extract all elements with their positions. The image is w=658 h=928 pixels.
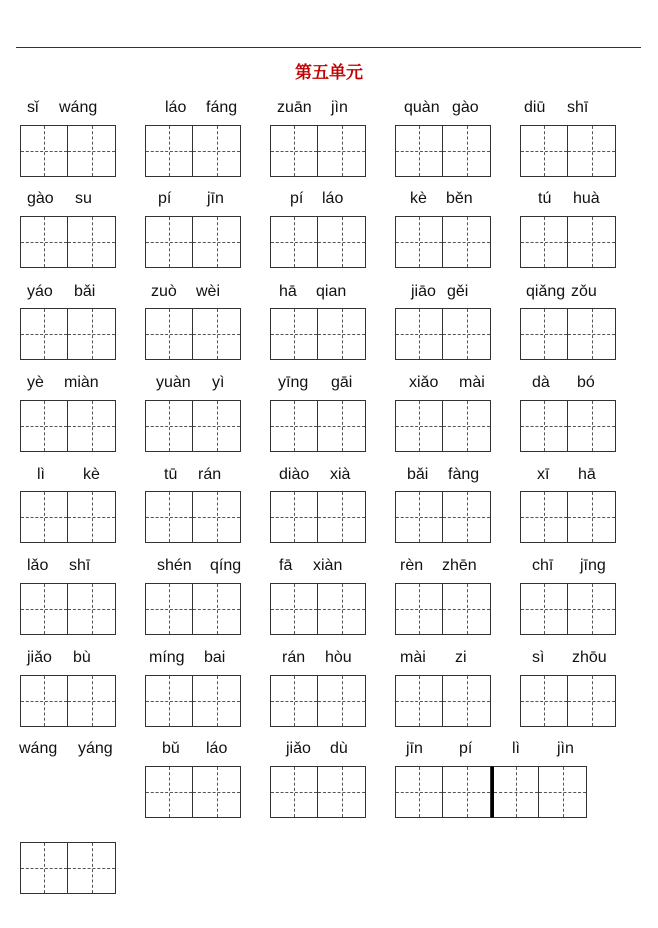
pinyin-syllable: lì (37, 466, 45, 483)
writing-box-group[interactable] (395, 400, 491, 452)
pinyin-syllable: xià (330, 466, 351, 483)
writing-cell[interactable] (193, 766, 241, 818)
pinyin-syllable: shén (157, 557, 192, 574)
writing-cell[interactable] (20, 400, 68, 452)
writing-cell[interactable] (568, 400, 616, 452)
top-divider (16, 47, 641, 48)
pinyin-syllable: mài (459, 374, 485, 391)
writing-box-group[interactable] (145, 675, 241, 727)
pinyin-syllable: pí (459, 740, 473, 757)
pinyin-syllable: xiǎo (409, 374, 439, 391)
writing-cell[interactable] (68, 675, 116, 727)
pinyin-syllable: miàn (64, 374, 99, 391)
pinyin-syllable: qiǎng (526, 283, 566, 300)
writing-box-group[interactable] (270, 583, 366, 635)
pinyin-syllable: wáng (19, 740, 58, 757)
pinyin-syllable: bó (577, 374, 595, 391)
pinyin-syllable: jiāo (411, 283, 436, 300)
writing-box-group[interactable] (145, 216, 241, 268)
writing-cell[interactable] (270, 583, 318, 635)
writing-cell[interactable] (145, 125, 193, 177)
pinyin-syllable: tū (164, 466, 178, 483)
writing-cell[interactable] (145, 766, 193, 818)
writing-cell[interactable] (270, 125, 318, 177)
writing-box-group[interactable] (145, 400, 241, 452)
pinyin-syllable: fàng (448, 466, 480, 483)
writing-box-group[interactable] (520, 491, 616, 543)
writing-cell[interactable] (145, 400, 193, 452)
pinyin-syllable: kè (410, 190, 427, 207)
writing-cell[interactable] (68, 400, 116, 452)
writing-box-group[interactable] (395, 766, 587, 818)
writing-cell[interactable] (145, 308, 193, 360)
writing-cell[interactable] (270, 308, 318, 360)
writing-box-group[interactable] (20, 125, 116, 177)
writing-cell[interactable] (270, 766, 318, 818)
pinyin-syllable: míng (149, 649, 185, 666)
writing-box-group[interactable] (520, 125, 616, 177)
writing-cell[interactable] (193, 216, 241, 268)
writing-cell[interactable] (520, 491, 568, 543)
pinyin-syllable: diū (524, 99, 546, 116)
writing-cell[interactable] (193, 491, 241, 543)
writing-cell[interactable] (568, 125, 616, 177)
pinyin-syllable: gào (27, 190, 54, 207)
writing-cell[interactable] (193, 583, 241, 635)
writing-cell[interactable] (68, 583, 116, 635)
writing-cell[interactable] (395, 675, 443, 727)
writing-cell[interactable] (568, 675, 616, 727)
writing-box-group[interactable] (520, 675, 616, 727)
pinyin-syllable: xiàn (313, 557, 343, 574)
writing-cell[interactable] (318, 583, 366, 635)
writing-box-group[interactable] (145, 766, 241, 818)
pinyin-syllable: su (75, 190, 92, 207)
pinyin-syllable: pí (158, 190, 172, 207)
pinyin-syllable: bù (73, 649, 91, 666)
writing-cell[interactable] (20, 675, 68, 727)
writing-cell[interactable] (568, 308, 616, 360)
pinyin-syllable: jiǎo (286, 740, 311, 757)
pinyin-syllable: rán (282, 649, 306, 666)
pinyin-syllable: zi (455, 649, 467, 666)
pinyin-syllable: zuān (277, 99, 312, 116)
pinyin-syllable: diào (279, 466, 310, 483)
writing-box-group[interactable] (20, 216, 116, 268)
pinyin-syllable: quàn (404, 99, 440, 116)
writing-box-group[interactable] (395, 308, 491, 360)
pinyin-syllable: tú (538, 190, 552, 207)
pinyin-syllable: bǎi (74, 283, 96, 300)
writing-cell[interactable] (318, 400, 366, 452)
writing-cell[interactable] (568, 216, 616, 268)
writing-cell[interactable] (270, 216, 318, 268)
pinyin-syllable: láo (206, 740, 228, 757)
pinyin-syllable: jiǎo (27, 649, 52, 666)
writing-cell[interactable] (270, 491, 318, 543)
pinyin-syllable: dà (532, 374, 550, 391)
pinyin-syllable: yáo (27, 283, 53, 300)
writing-box-group[interactable] (520, 308, 616, 360)
writing-cell[interactable] (443, 308, 491, 360)
writing-box-group[interactable] (145, 125, 241, 177)
writing-cell[interactable] (193, 675, 241, 727)
writing-cell[interactable] (443, 766, 491, 818)
pinyin-syllable: láo (322, 190, 344, 207)
writing-cell[interactable] (443, 675, 491, 727)
writing-cell[interactable] (443, 125, 491, 177)
writing-box-group[interactable] (20, 308, 116, 360)
pinyin-syllable: shī (69, 557, 91, 574)
writing-cell[interactable] (318, 675, 366, 727)
writing-cell[interactable] (395, 125, 443, 177)
pinyin-syllable: fáng (206, 99, 238, 116)
writing-cell[interactable] (20, 216, 68, 268)
pinyin-syllable: lǎo (27, 557, 49, 574)
pinyin-syllable: chī (532, 557, 554, 574)
writing-cell[interactable] (68, 308, 116, 360)
pinyin-syllable: wèi (196, 283, 221, 300)
writing-cell[interactable] (68, 842, 116, 894)
writing-box-group[interactable] (395, 675, 491, 727)
writing-cell[interactable] (270, 675, 318, 727)
writing-box-group[interactable] (520, 216, 616, 268)
pinyin-syllable: yáng (78, 740, 113, 757)
writing-cell[interactable] (68, 125, 116, 177)
writing-box-group[interactable] (395, 125, 491, 177)
writing-box-group[interactable] (395, 583, 491, 635)
writing-box-group[interactable] (520, 400, 616, 452)
writing-box-group[interactable] (20, 491, 116, 543)
writing-cell[interactable] (145, 583, 193, 635)
pinyin-syllable: zhēn (442, 557, 477, 574)
pinyin-syllable: jīn (406, 740, 423, 757)
pinyin-syllable: jīng (580, 557, 606, 574)
pinyin-syllable: bǔ (162, 740, 180, 757)
writing-cell[interactable] (520, 216, 568, 268)
writing-cell[interactable] (491, 766, 539, 818)
pinyin-syllable: hā (578, 466, 596, 483)
writing-box-group[interactable] (520, 583, 616, 635)
page-title: 第五单元 (295, 63, 363, 83)
pinyin-syllable: pí (290, 190, 304, 207)
pinyin-syllable: fā (279, 557, 293, 574)
pinyin-syllable: yè (27, 374, 44, 391)
pinyin-syllable: sǐ (27, 99, 39, 116)
pinyin-syllable: wáng (59, 99, 98, 116)
pinyin-syllable: qíng (210, 557, 242, 574)
pinyin-syllable: kè (83, 466, 100, 483)
writing-box-group[interactable] (145, 308, 241, 360)
pinyin-syllable: yì (212, 374, 225, 391)
writing-cell[interactable] (193, 308, 241, 360)
pinyin-syllable: sì (532, 649, 545, 666)
pinyin-syllable: zuò (151, 283, 177, 300)
writing-cell[interactable] (568, 583, 616, 635)
writing-cell[interactable] (20, 308, 68, 360)
writing-cell[interactable] (520, 675, 568, 727)
writing-box-group[interactable] (270, 400, 366, 452)
writing-cell[interactable] (520, 583, 568, 635)
pinyin-syllable: běn (446, 190, 473, 207)
writing-box-group[interactable] (145, 583, 241, 635)
writing-cell[interactable] (443, 583, 491, 635)
writing-cell[interactable] (443, 400, 491, 452)
pinyin-syllable: láo (165, 99, 187, 116)
writing-cell[interactable] (318, 766, 366, 818)
writing-cell[interactable] (193, 125, 241, 177)
writing-cell[interactable] (318, 216, 366, 268)
pinyin-syllable: rèn (400, 557, 424, 574)
pinyin-syllable: zǒu (571, 283, 597, 300)
pinyin-syllable: shī (567, 99, 589, 116)
pinyin-syllable: gào (452, 99, 479, 116)
writing-cell[interactable] (20, 125, 68, 177)
writing-cell[interactable] (520, 400, 568, 452)
writing-cell[interactable] (68, 491, 116, 543)
writing-cell[interactable] (318, 125, 366, 177)
writing-cell[interactable] (270, 400, 318, 452)
pinyin-syllable: lì (512, 740, 520, 757)
writing-cell[interactable] (145, 675, 193, 727)
writing-cell[interactable] (318, 491, 366, 543)
writing-cell[interactable] (539, 766, 587, 818)
pinyin-syllable: qian (316, 283, 347, 300)
writing-cell[interactable] (395, 400, 443, 452)
pinyin-syllable: hā (279, 283, 297, 300)
writing-box-group[interactable] (270, 491, 366, 543)
writing-box-group[interactable] (270, 308, 366, 360)
writing-box-group[interactable] (395, 491, 491, 543)
writing-box-group[interactable] (270, 216, 366, 268)
writing-cell[interactable] (395, 766, 443, 818)
writing-box-group[interactable] (145, 491, 241, 543)
pinyin-syllable: jìn (557, 740, 574, 757)
writing-cell[interactable] (145, 491, 193, 543)
writing-box-group[interactable] (270, 675, 366, 727)
pinyin-syllable: yīng (278, 374, 309, 391)
pinyin-syllable: yuàn (156, 374, 191, 391)
writing-cell[interactable] (395, 216, 443, 268)
writing-box-group[interactable] (270, 766, 366, 818)
pinyin-syllable: jìn (331, 99, 348, 116)
writing-cell[interactable] (443, 491, 491, 543)
pinyin-syllable: zhōu (572, 649, 607, 666)
pinyin-syllable: gāi (331, 374, 353, 391)
writing-box-group[interactable] (20, 842, 116, 894)
writing-cell[interactable] (395, 491, 443, 543)
writing-box-group[interactable] (270, 125, 366, 177)
writing-cell[interactable] (395, 308, 443, 360)
pinyin-syllable: xī (537, 466, 550, 483)
writing-box-group[interactable] (20, 400, 116, 452)
writing-cell[interactable] (520, 125, 568, 177)
writing-cell[interactable] (443, 216, 491, 268)
pinyin-syllable: jīn (207, 190, 224, 207)
writing-box-group[interactable] (20, 583, 116, 635)
writing-cell[interactable] (20, 583, 68, 635)
writing-cell[interactable] (145, 216, 193, 268)
pinyin-syllable: dù (330, 740, 348, 757)
writing-cell[interactable] (520, 308, 568, 360)
writing-box-group[interactable] (395, 216, 491, 268)
pinyin-syllable: gěi (447, 283, 469, 300)
writing-cell[interactable] (318, 308, 366, 360)
writing-box-group[interactable] (20, 675, 116, 727)
writing-cell[interactable] (193, 400, 241, 452)
pinyin-syllable: bai (204, 649, 226, 666)
pinyin-syllable: mài (400, 649, 426, 666)
writing-cell[interactable] (395, 583, 443, 635)
writing-cell[interactable] (568, 491, 616, 543)
writing-cell[interactable] (68, 216, 116, 268)
pinyin-syllable: rán (198, 466, 222, 483)
pinyin-syllable: huà (573, 190, 600, 207)
writing-cell[interactable] (20, 842, 68, 894)
writing-cell[interactable] (20, 491, 68, 543)
pinyin-syllable: hòu (325, 649, 352, 666)
pinyin-syllable: bǎi (407, 466, 429, 483)
